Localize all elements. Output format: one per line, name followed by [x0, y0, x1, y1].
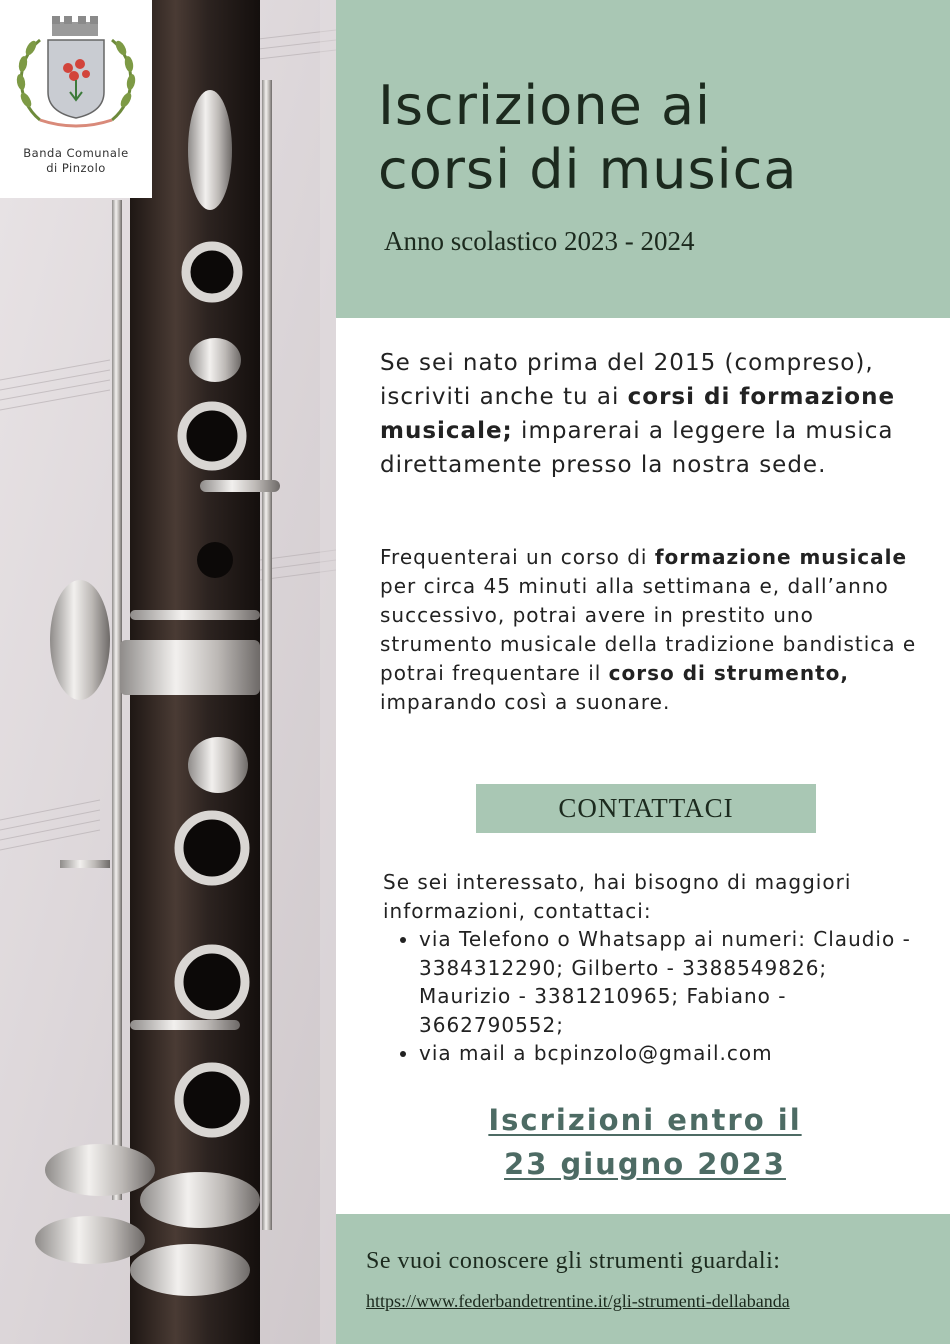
- coat-of-arms-logo: [0, 0, 152, 146]
- logo-box: [0, 0, 152, 198]
- footer-panel: [336, 1214, 950, 1344]
- details-bold-2: corso di strumento,: [608, 661, 849, 685]
- contact-list: [383, 925, 923, 1068]
- intro-text-2: imparerai a leggere la musica direttamente presso la nostra sede.: [380, 418, 894, 478]
- details-text-2: per circa 45 minuti alla settimana e, dall’anno successivo, potrai avere in prestito uno strumento musicale della tradizione bandistica e potrai frequentare il: [380, 574, 917, 685]
- footer-link[interactable]: https://www.federbandetrentine.it/gli-strumenti-dellabanda: [366, 1291, 790, 1311]
- deadline-line1: Iscrizioni entro il: [488, 1103, 802, 1137]
- subtitle: Anno scolastico 2023 - 2024: [384, 226, 695, 256]
- intro-bold: corsi di formazione musicale;: [380, 384, 896, 444]
- contact-button[interactable]: CONTATTACI: [476, 784, 816, 833]
- contact-item-phone: • via Telefono o Whatsapp ai numeri: Claudio - 3384312290; Gilberto - 3388549826; Maurizio - 3381210965; Fabiano - 3662790552;: [419, 925, 923, 1039]
- title-line2: corsi di musica: [378, 138, 798, 201]
- intro-text-1: Se sei nato prima del 2015 (compreso), iscriviti anche tu ai: [380, 350, 874, 410]
- logo-caption-line1: Banda Comunale: [23, 146, 129, 160]
- contact-block: [383, 868, 923, 1068]
- contact-item-email[interactable]: • via mail a bcpinzolo@gmail.com: [419, 1039, 923, 1068]
- clarinet-photo: [0, 0, 336, 1344]
- deadline-line2: 23 giugno 2023: [504, 1147, 786, 1181]
- deadline-notice: [440, 1098, 850, 1186]
- logo-caption: [0, 146, 152, 176]
- details-text-3: imparando così a suonare.: [380, 690, 671, 714]
- logo-caption-line2: di Pinzolo: [46, 161, 106, 175]
- title-line1: Iscrizione ai: [378, 74, 712, 137]
- page-title: [378, 74, 938, 202]
- details-paragraph: [380, 543, 920, 717]
- footer-text: Se vuoi conoscere gli strumenti guardali:: [366, 1248, 781, 1274]
- contact-intro: Se sei interessato, hai bisogno di maggiori informazioni, contattaci:: [383, 870, 852, 923]
- clarinet-illustration: [0, 0, 336, 1344]
- intro-paragraph: [380, 346, 910, 482]
- details-text-1: Frequenterai un corso di: [380, 545, 655, 569]
- details-bold-1: formazione musicale: [654, 545, 908, 569]
